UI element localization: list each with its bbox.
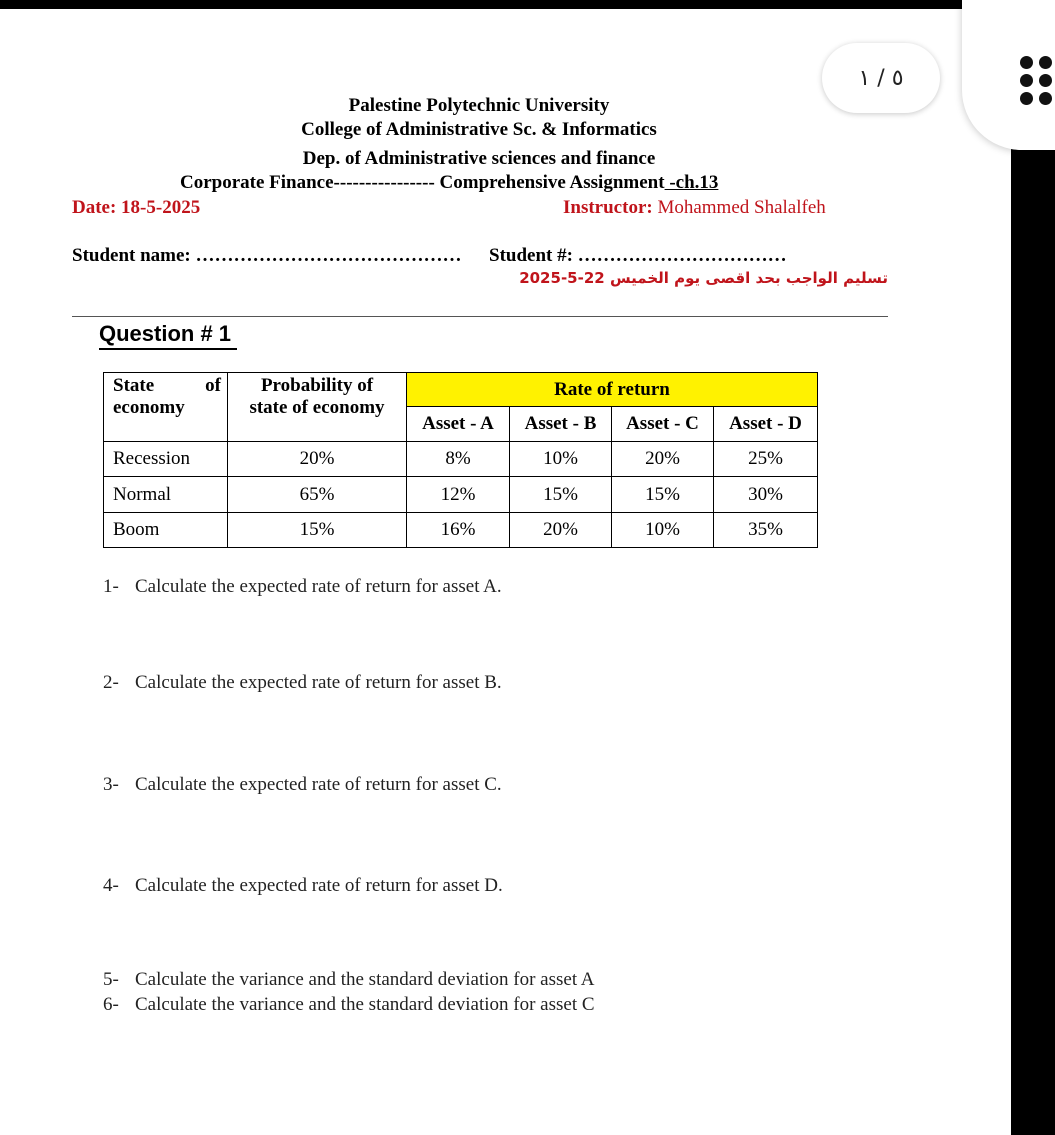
student-number-field: Student #: …………………………… <box>489 245 787 266</box>
document-page <box>0 9 1011 1135</box>
course-title: Corporate Finance---------------- Comprehensive Assignment <box>180 172 665 193</box>
asset-c-cell: 15% <box>612 477 714 513</box>
probability-cell: 15% <box>228 513 407 548</box>
state-cell: Normal <box>104 477 228 513</box>
table-row <box>104 442 818 477</box>
instructor-name: Mohammed Shalalfeh <box>652 197 826 218</box>
asset-c-header: Asset - C <box>612 407 714 442</box>
instructor <box>563 197 826 219</box>
student-name-field: Student name: …………………………………… <box>72 245 462 266</box>
state-of-economy-header: State of economy <box>104 373 228 442</box>
question-item: 6- Calculate the variance and the standard deviation for asset C <box>103 994 595 1015</box>
table-row <box>104 513 818 548</box>
question-item: 5- Calculate the variance and the standard deviation for asset A <box>103 969 595 990</box>
header-divider <box>72 316 888 317</box>
asset-c-cell: 10% <box>612 513 714 548</box>
asset-a-header: Asset - A <box>407 407 510 442</box>
question-item: 2- Calculate the expected rate of return for asset B. <box>103 672 502 693</box>
question-title: Question # 1 <box>99 320 237 350</box>
deadline-note: تسليم الواجب بحد اقصى يوم الخميس 22-5-2025 <box>519 269 888 287</box>
instructor-label: Instructor: <box>563 197 653 218</box>
question-item: 3- Calculate the expected rate of return for asset C. <box>103 774 502 795</box>
asset-d-cell: 35% <box>714 513 818 548</box>
department-name: Dep. of Administrative sciences and finance <box>302 148 656 169</box>
assignment-date: Date: 18-5-2025 <box>72 197 201 218</box>
asset-a-cell: 16% <box>407 513 510 548</box>
more-options-button[interactable] <box>962 0 1055 150</box>
chapter-label: -ch.13 <box>664 172 719 193</box>
asset-a-cell: 12% <box>407 477 510 513</box>
course-line <box>180 172 718 194</box>
asset-c-cell: 20% <box>612 442 714 477</box>
state-cell: Boom <box>104 513 228 548</box>
probability-cell: 20% <box>228 442 407 477</box>
question-item: 4- Calculate the expected rate of return for asset D. <box>103 875 503 896</box>
asset-a-cell: 8% <box>407 442 510 477</box>
asset-b-cell: 15% <box>510 477 612 513</box>
question-item: 1- Calculate the expected rate of return for asset A. <box>103 576 502 597</box>
table-row <box>104 477 818 513</box>
rate-of-return-header: Rate of return <box>407 373 818 407</box>
asset-b-header: Asset - B <box>510 407 612 442</box>
asset-b-cell: 20% <box>510 513 612 548</box>
page-indicator[interactable]: ٥ / ١ <box>822 43 940 113</box>
asset-d-cell: 30% <box>714 477 818 513</box>
probability-cell: 65% <box>228 477 407 513</box>
asset-d-cell: 25% <box>714 442 818 477</box>
college-name: College of Administrative Sc. & Informatics <box>301 119 657 140</box>
returns-table <box>103 372 818 548</box>
asset-b-cell: 10% <box>510 442 612 477</box>
state-cell: Recession <box>104 442 228 477</box>
probability-header: Probability of state of economy <box>228 373 407 442</box>
university-name: Palestine Polytechnic University <box>348 95 610 116</box>
asset-d-header: Asset - D <box>714 407 818 442</box>
